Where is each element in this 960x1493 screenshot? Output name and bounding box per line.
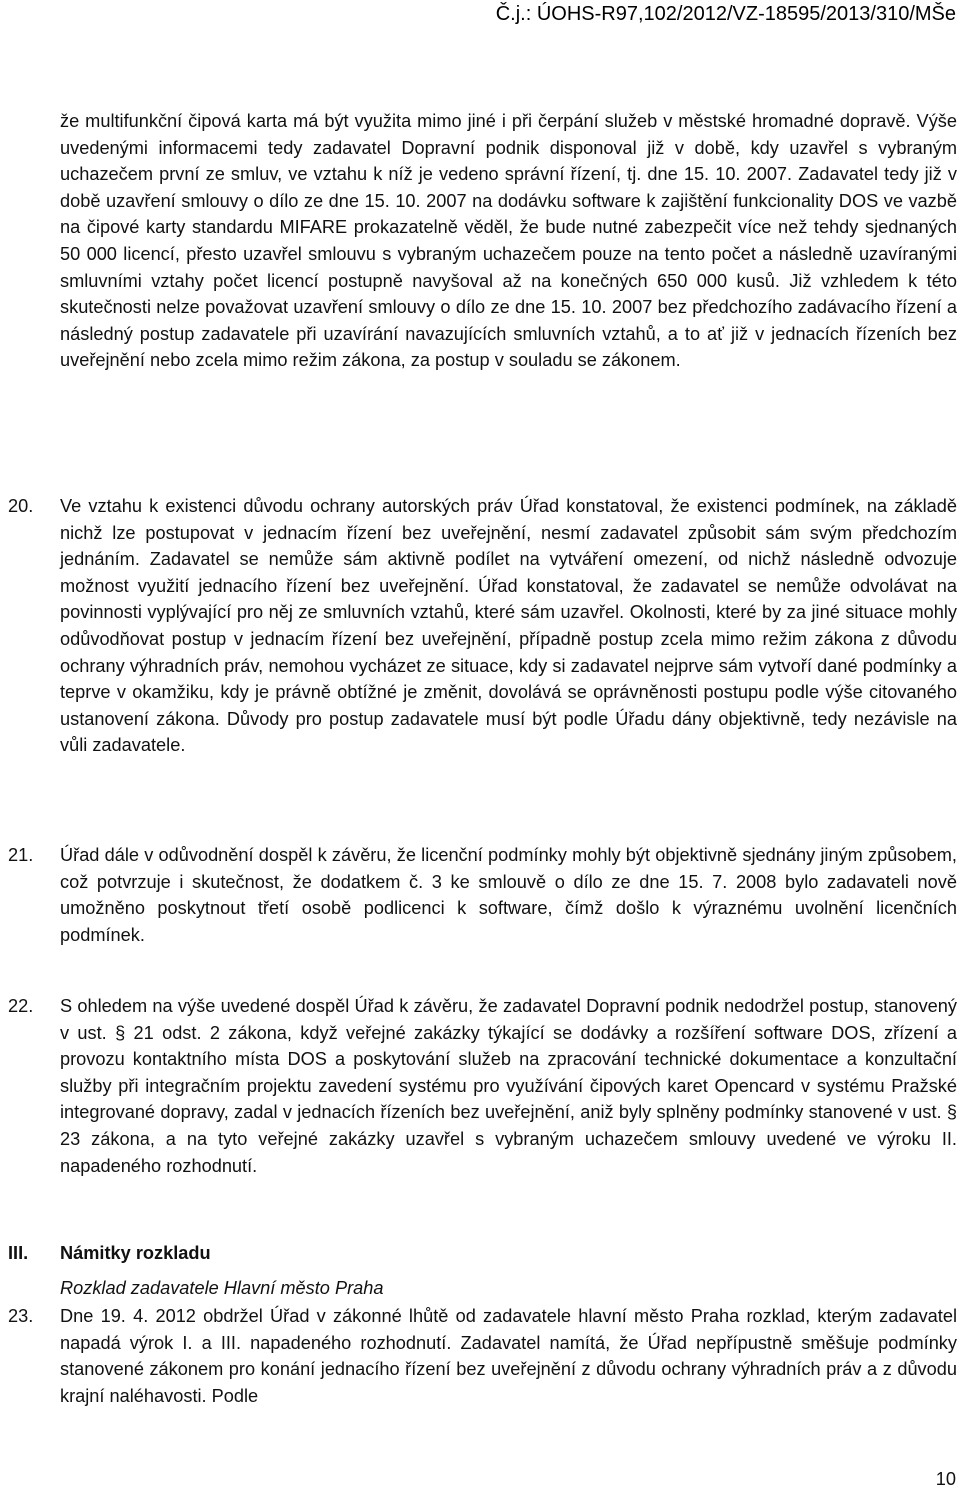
paragraph-number-23: 23. [8,1306,34,1326]
page-number: 10 [935,1469,956,1489]
paragraph-20: Ve vztahu k existenci důvodu ochrany autorských práv Úřad konstatoval, že existenci podmínek, na základě nichž lze postupovat v jednacím řízení bez uveřejnění, nesmí zadavatel způsobit sám svým předchozím jednáním. Zadavatel se nemůže sám aktivně podílet na vytváření omezení, od nichž následně odvozuje možnost využití jednacího řízení bez uveřejnění. Úřad konstatoval, že zadavatel se nemůže odvolávat na povinnosti vyplývající pro něj ze smluvních vztahů, které sám uzavřel. Okolnosti, které by za jiné situace mohly odůvodňovat postup v jednacím řízení bez uveřejnění, případně postup zcela mimo režim zákona z důvodu ochrany výhradních práv, nemohou vycházet ze situace, kdy si zadavatel nejprve sám vytvoří dané podmínky a teprve v okamžiku, kdy je právně obtížné je změnit, dovolává se oprávněnosti postupu podle výše citovaného ustanovení zákona. Důvody pro postup zadavatele musí být podle Úřadu dány objektivně, tedy nezávisle na vůli zadavatele. [60,496,957,756]
section-number: III. [8,1243,29,1263]
paragraph-22: S ohledem na výše uvedené dospěl Úřad k závěru, že zadavatel Dopravní podnik nedodržel postup, stanovený v ust. § 21 odst. 2 zákona, když veřejné zakázky týkající se dodávky a rozšíření software DOS, zřízení a provozu kontaktního místa DOS a poskytování služeb na zpracování technické dokumentace a konzultační služby při integračním projektu zavedení systému pro využívání čipových karet Opencard v systému Pražské integrované dopravy, zadal v jednacích řízeních bez uveřejnění, aniž byly splněny podmínky stanovené v ust. § 23 zákona, a na tyto veřejné zakázky uzavřel s vybraným uchazečem smlouvy uvedené ve výroku II. napadeného rozhodnutí. [60,996,957,1176]
paragraph-number-21: 21. [8,845,34,865]
paragraph-23: Dne 19. 4. 2012 obdržel Úřad v zákonné lhůtě od zadavatele hlavní město Praha rozklad, kterým zadavatel napadá výrok I. a III. napadeného rozhodnutí. Zadavatel namítá, že Úřad nepřípustně směšuje podmínky stanovené zákonem pro konání jednacího řízení bez uveřejnění z důvodu ochrany výhradních práv a z důvodu krajní naléhavosti. Podle [60,1306,957,1406]
section-title: Námitky rozkladu [60,1243,211,1263]
paragraph-number-22: 22. [8,996,34,1016]
document-reference: Č.j.: ÚOHS-R97,102/2012/VZ-18595/2013/310/MŠe [495,3,956,25]
continuation-paragraph: že multifunkční čipová karta má být využita mimo jiné i při čerpání služeb v městské hromadné dopravě. Výše uvedenými informacemi tedy zadavatel Dopravní podnik disponoval již v době, kdy uzavřel s vybraným uchazečem první ze smluv, ve vztahu k níž je vedeno správní řízení, tj. dne 15. 10. 2007. Zadavatel tedy již v době uzavření smlouvy o dílo ze dne 15. 10. 2007 na dodávku software k zajištění funkcionality DOS ve vazbě na čipové karty standardu MIFARE prokazatelně věděl, že bude nutné zabezpečit více než tehdy sjednaných 50 000 licencí, přesto uzavřel smlouvu s vybraným uchazečem pouze na tento počet a následně uzavíranými smluvními vztahy počet licencí postupně navyšoval až na konečných 650 000 kusů. Již vzhledem k této skutečnosti nelze považovat uzavření smlouvy o dílo ze dne 15. 10. 2007 bez předchozího zadávacího řízení a následný postup zadavatele při uzavírání navazujících smluvních vztahů, a to ať již v jednacích řízeních bez uveřejnění nebo zcela mimo režim zákona, za postup v souladu se zákonem. [60,111,957,371]
paragraph-number-20: 20. [8,496,34,516]
subsection-title: Rozklad zadavatele Hlavní město Praha [60,1278,384,1298]
paragraph-21: Úřad dále v odůvodnění dospěl k závěru, že licenční podmínky mohly být objektivně sjednány jiným způsobem, což potvrzuje i skutečnost, že dodatkem č. 3 ke smlouvě o dílo ze dne 15. 7. 2008 bylo zadavateli nově umožněno poskytnout třetí osobě podlicenci k software, čímž došlo k výraznému uvolnění licenčních podmínek. [60,845,957,945]
